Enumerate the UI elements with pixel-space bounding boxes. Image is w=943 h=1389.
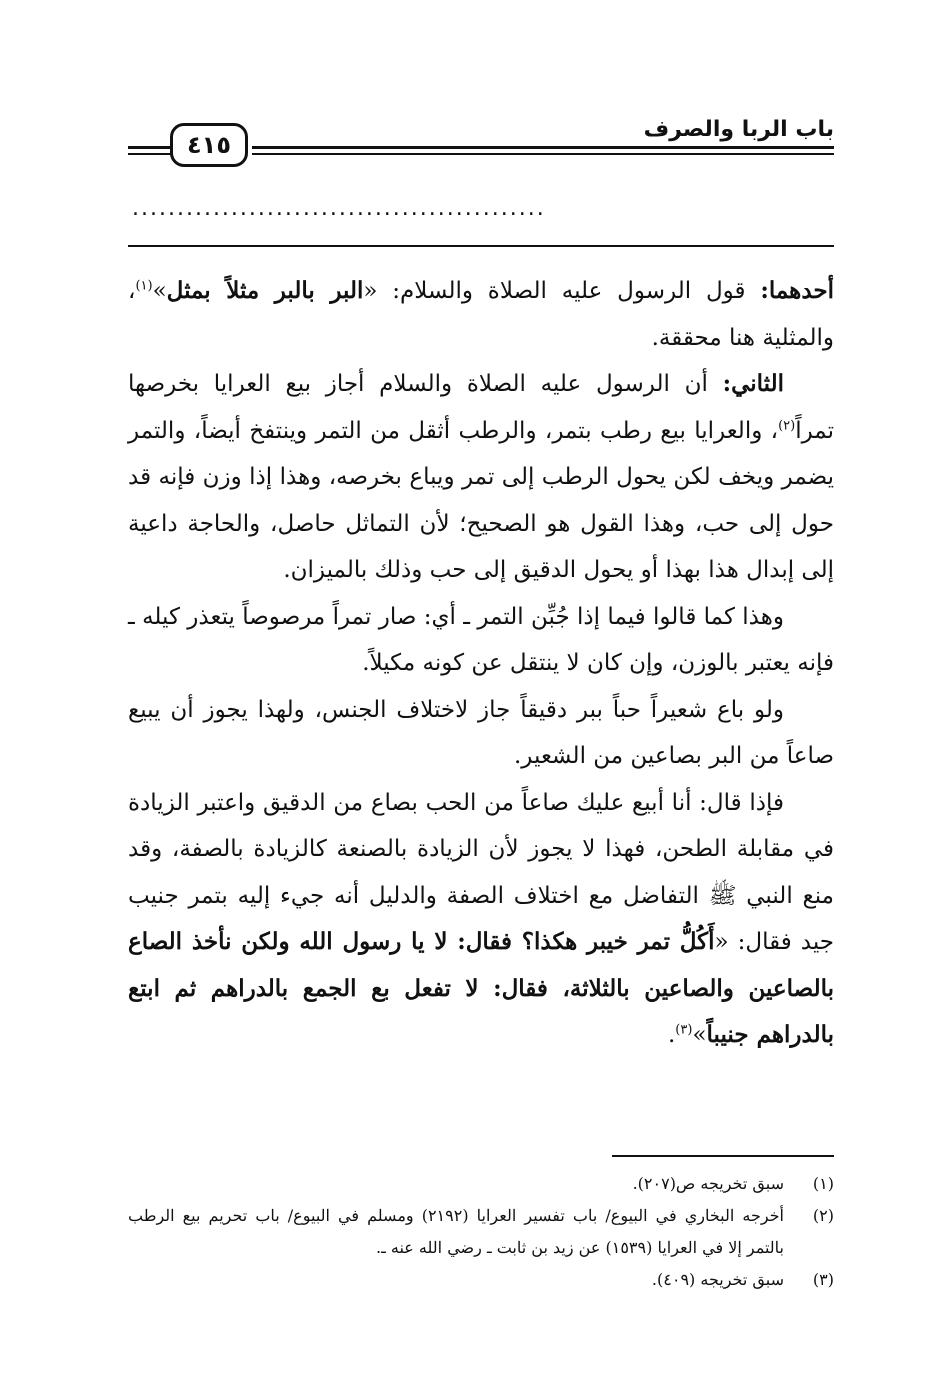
paragraph-4: ولو باع شعيراً حباً ببر دقيقاً جاز لاختلاف الجنس، ولهذا يجوز أن يبيع صاعاً من البر بصاعين من الشعير. <box>128 696 834 769</box>
hadith-quote: أَكُلُّ تمر خيبر هكذا؟ فقال: لا يا رسول الله ولكن نأخذ الصاع بالصاعين والصاعين بالثلاثة، فقال: لا تفعل بع الجمع بالدراهم ثم ابتع بالدراهم جنيباً <box>128 928 834 1048</box>
main-text <box>128 268 834 1059</box>
footnote-ref: (٣) <box>675 1022 693 1038</box>
separator-rule <box>128 245 834 247</box>
paragraph-3: وهذا كما قالوا فيما إذا جُبِّن التمر ـ أي: صار تمراً مرصوصاً يتعذر كيله ـ فإنه يعتبر بالوزن، وإن كان لا ينتقل عن كونه مكيلاً. <box>128 603 834 676</box>
header-rule-right-lower <box>252 153 834 155</box>
page-number: ٤١٥ <box>170 123 248 167</box>
dotted-separator: .............................................. <box>132 196 546 221</box>
header-rule-right <box>252 146 834 149</box>
footnote-ref: (١) <box>135 278 153 294</box>
paragraph-lead: أحدهما: <box>760 277 834 304</box>
paragraph-2: الثاني: أن الرسول عليه الصلاة والسلام أجاز بيع العرايا بخرصها تمراً$^{(٢)}$، والعرايا بيع رطب بتمر، والرطب أثقل من التمر وينتفخ أيضاً، والتمر يضمر ويخف لكن يحول الرطب إلى تمر ويباع بخرصه، وهذا إذا وزن فإنه قد حول إلى حب، وهذا القول هو الصحيح؛ لأن التماثل حاصل، والحاجة داعية إلى إبدال هذا بهذا أو يحول الدقيق إلى حب وذلك بالميزان. <box>128 370 834 583</box>
footnote-item <box>128 1200 834 1264</box>
footnote-text: أخرجه البخاري في البيوع/ باب تفسير العرايا (٢١٩٢) ومسلم في البيوع/ باب تحريم بيع الرطب بالتمر إلا في العرايا (١٥٣٩) عن زيد بن ثابت ـ رضي الله عنه ـ. <box>128 1206 785 1257</box>
footnote-number: (٣) <box>812 1270 834 1289</box>
paragraph-5: فإذا قال: أنا أبيع عليك صاعاً من الحب بصاع من الدقيق واعتبر الزيادة في مقابلة الطحن، فهذا لا يجوز لأن الزيادة بالصنعة كالزيادة بالصفة، وقد منع النبي ﷺ التفاضل مع اختلاف الصفة والدليل أنه جيء إليه بتمر جنيب جيد فقال: «أَكُلُّ تمر خيبر هكذا؟ فقال: لا يا رسول الله ولكن نأخذ الصاع بالصاعين والصاعين بالثلاثة، فقال: لا تفعل بع الجمع بالدراهم ثم ابتع بالدراهم جنيباً»$^{(٣)}$. <box>128 789 834 1048</box>
footnote-number: (١) <box>812 1174 834 1193</box>
paragraph-lead: الثاني: <box>722 370 784 397</box>
chapter-title: باب الربا والصرف <box>643 117 834 142</box>
footnote-rule <box>612 1155 834 1157</box>
footnote-item <box>128 1264 834 1296</box>
paragraph-1: أحدهما: قول الرسول عليه الصلاة والسلام: «البر بالبر مثلاً بمثل»$^{(١)}$، والمثلية هنا محققة. <box>128 277 834 351</box>
footnote-ref: (٢) <box>778 417 796 433</box>
hadith-quote: البر بالبر مثلاً بمثل <box>166 277 364 304</box>
footnotes <box>128 1168 834 1296</box>
header-rule-left <box>128 146 172 149</box>
page-header <box>128 115 834 175</box>
footnote-text: سبق تخريجه (٤٠٩). <box>651 1270 784 1289</box>
footnote-number: (٢) <box>812 1206 834 1225</box>
footnote-text: سبق تخريجه ص(٢٠٧). <box>632 1174 784 1193</box>
header-rule-left-lower <box>128 153 172 155</box>
footnote-item <box>128 1168 834 1200</box>
